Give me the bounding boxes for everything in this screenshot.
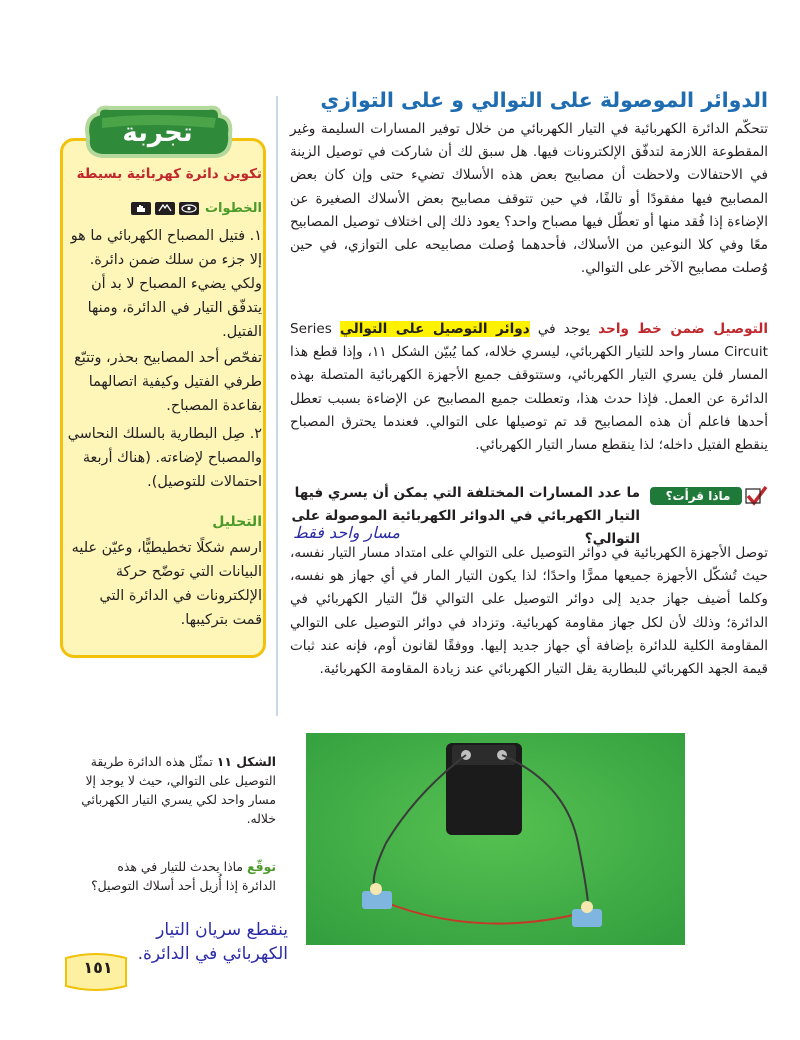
reading-check-label: ماذا قرأت؟ — [665, 489, 731, 503]
figure-predict — [80, 857, 276, 895]
step-1: ١. فتيل المصباح الكهربائي ما هو إلا جزء من سلك ضمن دائرة. ولكي يضيء المصباح لا بد أن يتدفّق التيار في الدائرة، ومنها الفتيل. — [70, 228, 262, 340]
steps-header — [66, 198, 262, 218]
analysis-text: ارسم شكلًا تخطيطيًّا، وعيّن عليه البيانات التي توضّح حركة الإلكترونات في الدائرة التي قمت بتركيبها. — [71, 540, 262, 628]
predict-label: توقّع — [247, 859, 276, 874]
figure-label: الشكل ١١ — [216, 754, 276, 769]
series-intro: يوجد في — [537, 321, 591, 337]
page-number: ١٥١ — [83, 958, 113, 977]
figure-caption — [80, 752, 276, 828]
section-title: الدوائر الموصولة على التوالي و على التوازي — [320, 88, 768, 112]
series-circuit-photo — [306, 733, 685, 945]
experiment-title: تجربة — [122, 118, 193, 148]
column-divider — [276, 96, 278, 716]
series-term: دوائر التوصيل على التوالي — [339, 321, 530, 337]
figure-caption-text: تمثّل هذه الدائرة طريقة التوصيل على التوالي، حيث لا يوجد إلا مسار واحد لكي يسري التيار الكهربائي خلاله. — [81, 754, 276, 826]
series-body: مسار واحد للتيار الكهربائي، ليسري خلاله، كما يُبيّن الشكل ١١، وإذا قطع هذا المسار فلن يسري التيار الكهربائي، وستتوقف جميع الأجهزة الكهربائية المتصلة بهذه الدائرة عن العمل. فإذا حدث هذا، وتعطلت جميع المصابيح عن الإضاءة بسبب تعطل أحدها فاعلم أن هذه المصابيح قد تم توصيلها على التوالي. فعندما يحترق المصباح ينقطع الفتيل داخله؛ لذا ينقطع مسار التيار الكهربائي. — [290, 344, 768, 454]
series-en: Series Circuit — [290, 321, 768, 361]
step-2: ٢. صِل البطارية بالسلك النحاسي والمصباح لإضاءته. (هناك أربعة احتمالات للتوصيل). — [67, 426, 262, 490]
series-paragraph — [290, 318, 768, 457]
reading-check-question: ما عدد المسارات المختلفة التي يمكن أن يسري فيها التيار الكهربائي في الدوائر الكهربائية الموصولة على التوالي؟ — [291, 485, 640, 547]
hand-safety-icon — [131, 202, 151, 215]
intro-paragraph: تتحكّم الدائرة الكهربائية في التيار الكهربائي من خلال توفير المسارات السليمة وغير المقطوعة اللازمة لتدفّق الإلكترونات فيها. هل سبق لك أن شاركت في توصيل الزينة في الاحتفالات ولاحظت أن مصابيح بعض هذه الأسلاك تضيء حتى وإن كان بعض المصابيح فيها مفقودًا أو تالفًا، في حين تتوقف مصابيح بعض الأسلاك الصغيرة عن الإضاءة إذا فُقد منها أو تعطّل فيها مصباح واحد؟ يعود ذلك إلى اختلاف توصيل المصابيح معًا وفي كلا النوعين من الأسلاك، فأحدهما وُصلت مصابيحه على التوازي، في حين وُصلت مصابيح الآخر على التوالي. — [290, 121, 768, 277]
predict-text: ماذا يحدث للتيار في هذه الدائرة إذا أُزيل أحد أسلاك التوصيل؟ — [91, 859, 276, 893]
series-explanation-paragraph: توصل الأجهزة الكهربائية في دوائر التوصيل على التوالي على امتداد مسار التيار نفسه، حيث تُشكّل الأجهزة جميعها ممرًّا واحدًا؛ لذا يكون التيار المار في أي جهاز هو نفسه، وكلما أضيف جهاز جديد إلى دوائر التوصيل على التوالي قلّ التيار الكهربائي في الدائرة؛ وذلك لأن لكل جهاز مقاومة كهربائية. وتزداد في دوائر التوصيل على التوالي المقاومة الكلية للدائرة بإضافة أي جهاز جديد إليها. ووفقًا لقانون أوم، فإنه عند ثبات قيمة الجهد الكهربائي للبطارية يقل التيار الكهربائي عند زيادة المقاومة الكهربائية. — [290, 545, 768, 678]
handwritten-answer-1: مسار واحد فقط — [292, 523, 400, 542]
handwritten-answer-2: ينقطع سريان التيار الكهربائي في الدائرة. — [137, 920, 288, 964]
chemical-safety-icon — [155, 202, 175, 215]
step-1-continued: تفحّص أحد المصابيح بحذر، وتتبّع طرفي الفتيل وكيفية اتصالهما بقاعدة المصباح. — [74, 350, 262, 414]
analysis-label: التحليل — [212, 514, 262, 530]
experiment-subtitle: تكوين دائرة كهربائية بسيطة — [76, 166, 262, 182]
steps-label: الخطوات — [204, 200, 262, 216]
series-heading: التوصيل ضمن خط واحد — [598, 321, 768, 337]
eye-safety-icon — [179, 202, 199, 215]
